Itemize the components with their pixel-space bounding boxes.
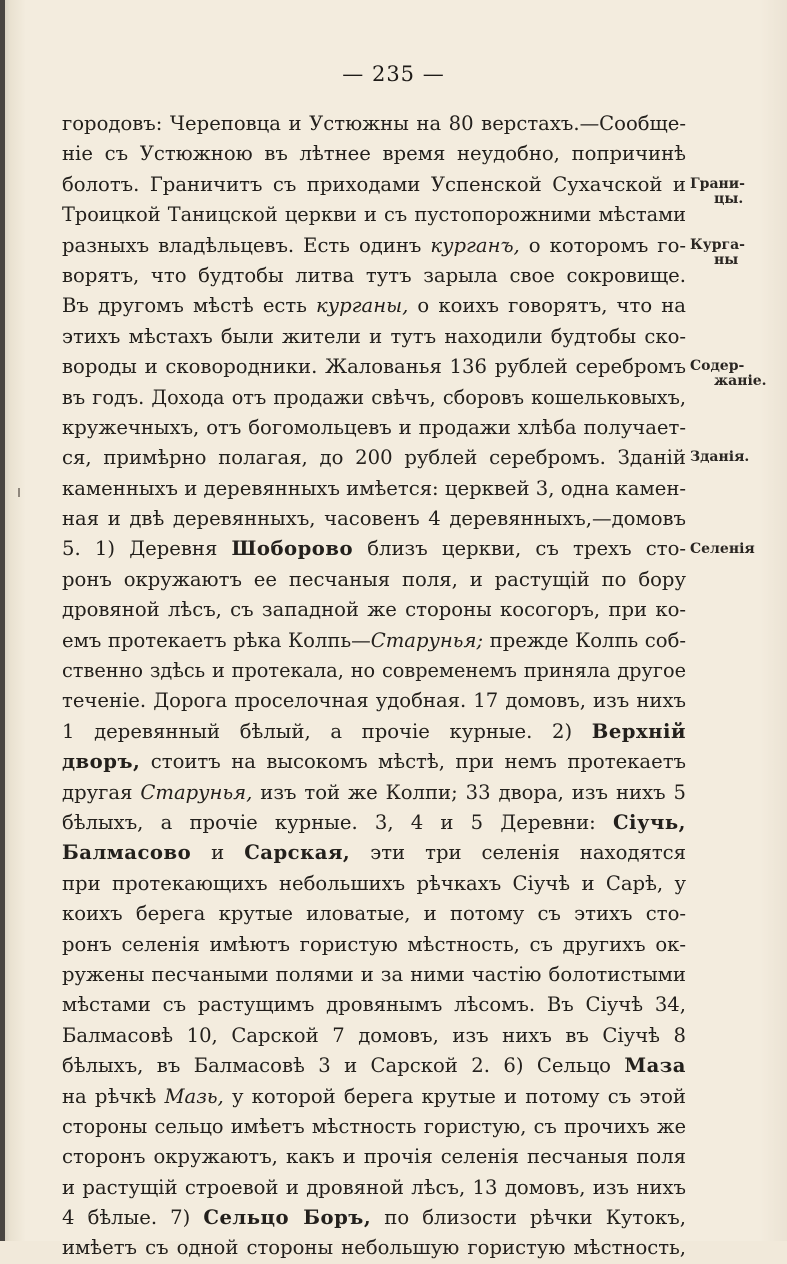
text-line (62, 1112, 686, 1142)
text-line (62, 231, 686, 261)
text-segment: по близости рѣчки Кутокъ, (371, 1206, 686, 1230)
text-line (62, 990, 686, 1020)
text-segment: ронъ окружаютъ ее песчаныя поля, и растущій по бору (62, 567, 686, 591)
margin-note (690, 238, 782, 268)
text-line (62, 899, 686, 929)
text-line (62, 838, 686, 868)
text-segment: болотъ. Граничитъ съ приходами Успенской Сухачской и (62, 172, 686, 196)
text-segment: теченіе. Дорога проселочная удобная. 17 домовъ, изъ нихъ (62, 689, 686, 713)
book-spine-edge (0, 0, 5, 1241)
text-segment: стоитъ на высокомъ мѣстѣ, при немъ протекаетъ (140, 750, 686, 774)
text-line (62, 291, 686, 321)
text-segment: въ годъ. Дохода отъ продажи свѣчъ, сборовъ кошельковыхъ, (62, 385, 686, 409)
page-number: — 235 — (342, 62, 445, 86)
text-line (62, 504, 686, 534)
margin-note-label: Содер- (690, 358, 745, 375)
text-line (62, 1021, 686, 1051)
emphasis-term: курганы, (316, 294, 409, 318)
margin-stray-mark (18, 488, 20, 497)
text-segment: близъ церкви, съ трехъ сто- (353, 537, 686, 561)
text-segment: ружены песчаными полями и за ними частію болотистыми (62, 962, 686, 986)
text-line (62, 200, 686, 230)
text-segment: кружечныхъ, отъ богомольцевъ и продажи хлѣба получает- (62, 415, 686, 439)
text-segment: коихъ берега крутые иловатые, и потому съ этихъ сто- (62, 902, 686, 926)
margin-note-label: Курга- (690, 236, 745, 253)
text-segment: стороны сельцо имѣетъ мѣстность гористую, съ прочихъ же (62, 1114, 686, 1138)
text-segment: разныхъ владѣльцевъ. Есть одинъ (62, 233, 431, 257)
text-segment: ронъ селенія имѣютъ гористую мѣстность, съ другихъ ок- (62, 932, 686, 956)
text-segment: и растущій строевой и дровяной лѣсъ, 13 домовъ, изъ нихъ (62, 1175, 686, 1199)
text-line (62, 261, 686, 291)
margin-note-label: Грани- (690, 175, 745, 192)
text-segment: изъ той же Колпи; 33 двора, изъ нихъ 5 (252, 780, 686, 804)
text-segment: ственно здѣсь и протекала, но современемъ приняла другое (62, 659, 686, 683)
place-name: дворъ, (62, 750, 141, 774)
text-line (62, 960, 686, 990)
text-line (62, 1173, 686, 1203)
text-line (62, 383, 686, 413)
emphasis-term: Мазь, (164, 1084, 224, 1108)
text-line (62, 322, 686, 352)
text-line (62, 352, 686, 382)
margin-note-continuation: жаніе. (714, 373, 767, 390)
text-line (62, 626, 686, 656)
text-segment: ся, примѣрно полагая, до 200 рублей серебромъ. Зданій (62, 446, 686, 470)
text-line (62, 413, 686, 443)
text-segment: и (191, 841, 245, 865)
text-segment: Троицкой Таницской церкви и съ пустопорожними мѣстами (62, 203, 686, 227)
text-line (62, 443, 686, 473)
margin-note (690, 542, 782, 557)
place-name: Верхній (591, 719, 686, 743)
text-segment: Въ другомъ мѣстѣ есть (62, 294, 317, 318)
place-name: Балмасово (62, 841, 192, 865)
text-segment: каменныхъ и деревянныхъ имѣется: церквей 3, одна камен- (62, 476, 686, 500)
margin-note-continuation: ны (714, 251, 739, 268)
place-name: Шоборово (231, 537, 354, 561)
text-line (62, 565, 686, 595)
text-segment: прежде Колпь соб- (483, 628, 686, 652)
text-segment: дровяной лѣсъ, съ западной же стороны косогоръ, при ко- (62, 598, 686, 622)
text-segment: 1 деревянный бѣлый, а прочіе курные. 2) (62, 719, 592, 743)
text-line (62, 474, 686, 504)
body-text (62, 109, 686, 1264)
text-line (62, 930, 686, 960)
text-segment: 4 бѣлые. 7) (62, 1206, 204, 1230)
text-segment: бѣлыхъ, а прочіе курные. 3, 4 и 5 Деревни: (62, 810, 613, 834)
place-name: Сельцо Боръ, (203, 1206, 372, 1230)
text-segment: сторонъ окружаютъ, какъ и прочія селенія песчаныя поля (62, 1145, 686, 1169)
text-segment: имѣетъ съ одной стороны небольшую гористую мѣстность, (62, 1236, 686, 1260)
text-segment: при протекающихъ небольшихъ рѣчкахъ Сіучѣ и Сарѣ, у (62, 871, 686, 895)
text-line (62, 869, 686, 899)
emphasis-term: курганъ, (430, 233, 520, 257)
text-segment: емъ протекаетъ рѣка Колпь— (62, 628, 371, 652)
margin-note (690, 450, 782, 465)
text-line (62, 778, 686, 808)
place-name: Сіучь, (612, 810, 686, 834)
text-segment: мѣстами съ растущимъ дровянымъ лѣсомъ. Въ Сіучѣ 34, (62, 993, 686, 1017)
text-segment: этихъ мѣстахъ были жители и тутъ находили будтобы ско- (62, 324, 686, 348)
text-line (62, 1082, 686, 1112)
text-line (62, 1203, 686, 1233)
text-segment: о коихъ говорятъ, что на (408, 294, 686, 318)
text-line (62, 139, 686, 169)
emphasis-term: Старунья; (370, 628, 484, 652)
place-name: Сарская, (244, 841, 351, 865)
margin-note (690, 177, 782, 207)
margin-note-continuation: цы. (714, 190, 744, 207)
place-name: Маза (624, 1054, 686, 1078)
text-segment: другая (62, 780, 141, 804)
text-segment: ная и двѣ деревянныхъ, часовенъ 4 деревянныхъ,—домовъ (62, 507, 686, 531)
text-segment: бѣлыхъ, въ Балмасовѣ 3 и Сарской 2. 6) Сельцо (62, 1054, 625, 1078)
text-line (62, 1233, 686, 1263)
text-line (62, 170, 686, 200)
text-segment: вороды и сковородники. Жалованья 136 рублей серебромъ (62, 355, 686, 379)
text-segment: 5. 1) Деревня (62, 537, 232, 561)
emphasis-term: Старунья, (140, 780, 253, 804)
text-line (62, 808, 686, 838)
margin-notes-column (690, 0, 785, 1241)
text-segment: городовъ: Череповца и Устюжны на 80 верстахъ.—Сообще- (62, 112, 686, 135)
text-line (62, 1051, 686, 1081)
text-segment: ніе съ Устюжною въ лѣтнее время неудобно, попричинѣ (62, 142, 686, 166)
text-line (62, 656, 686, 686)
margin-note-label: Зданія. (690, 449, 750, 466)
text-segment: эти три селенія находятся (350, 841, 686, 865)
text-line (62, 686, 686, 716)
text-line (62, 109, 686, 139)
text-line (62, 1142, 686, 1172)
text-line (62, 534, 686, 564)
margin-note-label: Селенія (690, 540, 755, 557)
text-segment: о которомъ го- (519, 233, 686, 257)
text-segment: Балмасовѣ 10, Сарской 7 домовъ, изъ нихъ въ Сіучѣ 8 (62, 1023, 686, 1047)
text-line (62, 747, 686, 777)
text-line (62, 595, 686, 625)
text-line (62, 717, 686, 747)
text-segment: на рѣчкѣ (62, 1084, 165, 1108)
text-segment: ворятъ, что будтобы литва тутъ зарыла свое сокровище. (62, 263, 686, 287)
text-segment: у которой берега крутые и потому съ этой (223, 1084, 686, 1108)
margin-note (690, 359, 782, 389)
